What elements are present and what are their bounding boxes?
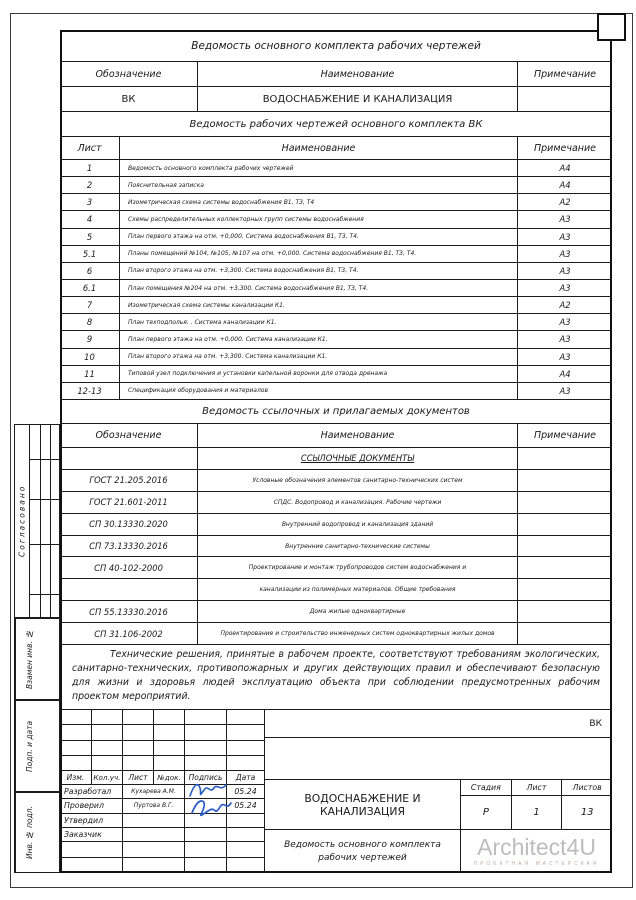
main-set-name: ВОДОСНАБЖЕНИЕ И КАНАЛИЗАЦИЯ <box>198 87 518 111</box>
sheet-name: Изометрическая схема системы канализации К1. <box>120 297 518 313</box>
sheet-format: А3 <box>559 385 571 396</box>
sheet-number: 9 <box>60 331 120 347</box>
table-row <box>60 331 612 348</box>
sheet-format: А2 <box>559 197 571 208</box>
divider <box>29 499 59 500</box>
refs-table <box>60 448 612 645</box>
side-inv-no-block <box>14 792 60 873</box>
col-note: Примечание <box>533 142 597 154</box>
table-row <box>60 858 265 873</box>
doc-designation: ВК <box>589 718 602 729</box>
sheet-number: 6.1 <box>60 280 120 296</box>
doc-subtitle-line1: Ведомость основного комплекта <box>284 840 441 851</box>
sheet-name: Изометрическая схема системы водоснабжения В1, Т3, Т4 <box>120 194 518 210</box>
date-cell: 05.24 <box>227 785 265 798</box>
side-label-approved: Согласовано <box>17 484 27 558</box>
doc-title-row <box>265 780 612 830</box>
divider <box>50 425 51 617</box>
role-label: Заказчик <box>60 828 123 841</box>
sheet-number: 10 <box>60 349 120 365</box>
table-row <box>60 579 612 601</box>
main-register-title: Ведомость основного комплекта рабочих чертежей <box>60 30 612 62</box>
table-row <box>60 263 612 280</box>
ref-code <box>60 448 198 469</box>
ref-name: Условные обозначения элементов санитарно-технических систем <box>198 470 518 491</box>
table-row <box>60 211 612 228</box>
ref-note <box>518 492 612 513</box>
table-row <box>60 785 265 799</box>
col-note: Примечание <box>533 430 597 441</box>
col-name: Наименование <box>198 62 518 86</box>
ref-code: СП 30.13330.2020 <box>60 514 198 535</box>
logo-tagline: ПРОЕКТНАЯ МАСТЕРСКАЯ <box>473 861 600 867</box>
role-label: Утвердил <box>60 814 123 827</box>
table-row <box>60 842 265 858</box>
table-row <box>60 557 612 579</box>
table-row <box>60 536 612 558</box>
sheets-table <box>60 160 612 400</box>
table-row <box>60 297 612 314</box>
col-name: Наименование <box>120 137 518 159</box>
table-row <box>60 725 265 740</box>
main-set-header-row <box>60 62 612 87</box>
table-row <box>60 756 265 771</box>
person-name <box>123 828 185 841</box>
doc-subtitle-line2: рабочих чертежей <box>318 852 407 863</box>
sheet-name: Планы помещений №104, №105, №107 на отм. +0,000. Система водоснабжения В1, Т3, Т4. <box>120 246 518 262</box>
sheet-name: План помещения №204 на отм. +3,300. Система водоснабжения В1, Т3, Т4. <box>120 280 518 296</box>
sheet-number: 3 <box>60 194 120 210</box>
refs-subheader: ССЫЛОЧНЫЕ ДОКУМЕНТЫ <box>198 448 518 469</box>
col-ndok: №док. <box>154 771 185 784</box>
table-row <box>60 623 612 645</box>
role-label: Проверил <box>60 799 123 812</box>
col-note: Примечание <box>533 68 597 80</box>
sheet-number: 6 <box>60 263 120 279</box>
side-label-replace-inv: Взамен инв. № <box>15 619 43 699</box>
corner-box <box>597 13 626 41</box>
table-row <box>60 799 265 813</box>
revision-empty-rows <box>60 710 265 771</box>
col-sheet: Лист <box>60 137 120 159</box>
table-row <box>60 741 265 756</box>
sheet-format: А3 <box>559 283 571 294</box>
ref-note <box>518 601 612 622</box>
sheet-format: А3 <box>559 334 571 345</box>
ref-code: СП 40-102-2000 <box>60 557 198 578</box>
divider <box>40 425 41 617</box>
sheet-number: 11 <box>60 366 120 382</box>
ref-register-title: Ведомость ссылочных и прилагаемых документов <box>60 400 612 424</box>
divider <box>29 544 59 545</box>
person-name: Кухарева А.М. <box>123 785 185 798</box>
sheet-format: А4 <box>559 163 571 174</box>
col-designation: Обозначение <box>60 62 198 86</box>
ref-note <box>518 579 612 600</box>
sheet-number: 4 <box>60 211 120 227</box>
refs-header-row <box>60 424 612 448</box>
sheets-value: 13 <box>580 807 594 818</box>
side-replace-inv-block <box>14 618 60 700</box>
sheet-number: 5.1 <box>60 246 120 262</box>
ref-code: СП 73.13330.2016 <box>60 536 198 557</box>
sheet-name: План техподполья. . Система канализации К1. <box>120 314 518 330</box>
designation-row <box>265 710 612 738</box>
signature-cell <box>185 828 227 841</box>
ref-code: СП 31.106-2002 <box>60 623 198 644</box>
ref-name: Дома жилые одноквартирные <box>198 601 518 622</box>
ref-code <box>60 579 198 600</box>
sheet-label: Лист <box>512 780 563 795</box>
main-set-row <box>60 87 612 112</box>
sheet-format: А3 <box>559 265 571 276</box>
sheet-format: А4 <box>559 180 571 191</box>
stage-label: Стадия <box>461 780 512 795</box>
ref-name: Проектирование и монтаж трубопроводов систем водоснабжения и <box>198 557 518 578</box>
ref-name: СПДС. Водопровод и канализация. Рабочие чертежи <box>198 492 518 513</box>
ref-note <box>518 514 612 535</box>
table-row <box>60 349 612 366</box>
doc-title: ВОДОСНАБЖЕНИЕ И КАНАЛИЗАЦИЯ <box>265 780 461 829</box>
table-row <box>60 383 612 400</box>
stage-value: Р <box>461 796 512 829</box>
sheet-name: Пояснительная записка <box>120 177 518 193</box>
sheet-format: А3 <box>559 214 571 225</box>
ref-note <box>518 536 612 557</box>
ref-code: ГОСТ 21.205.2016 <box>60 470 198 491</box>
person-name: Пуртова В.Г. <box>123 799 185 812</box>
col-designation: Обозначение <box>60 424 198 447</box>
table-row <box>60 177 612 194</box>
table-row <box>60 470 612 492</box>
sheet-name: План первого этажа на отм. +0,000. Система водоснабжения В1, Т3, Т4. <box>120 229 518 245</box>
doc-subtitle <box>265 830 461 873</box>
table-row <box>60 601 612 623</box>
sheet-number: 12-13 <box>60 383 120 399</box>
date-cell <box>227 828 265 841</box>
sheet-format: А3 <box>559 317 571 328</box>
stage-grid <box>461 780 612 829</box>
divider <box>29 459 59 460</box>
signature-rows <box>60 785 265 842</box>
company-logo <box>461 830 612 873</box>
technical-notes: Технические решения, принятые в рабочем проекте, соответствуют требованиям экологических, санитарно-технических, противопожарных и других действующих правил и обеспечивают безопасную для жизни и здоровья людей эксплуатацию объекта при соблюдении предусмотренных рабочим проектом мероприятий. <box>60 645 612 710</box>
main-set-designation: ВК <box>60 87 198 111</box>
subtitle-row <box>265 830 612 873</box>
ref-name: Проектирование и строительство инженерных систем одноквартирных жилых домов <box>198 623 518 644</box>
ref-code: ГОСТ 21.601-2011 <box>60 492 198 513</box>
main-set-note <box>518 87 612 111</box>
sheets-header-row <box>60 137 612 160</box>
sheet-format: А2 <box>559 300 571 311</box>
divider <box>29 425 30 617</box>
sheet-number: 8 <box>60 314 120 330</box>
stamp-bottom-empty-rows <box>60 842 265 873</box>
sheet-format: А3 <box>559 231 571 242</box>
side-sign-date-block <box>14 700 60 792</box>
ref-code: СП 55.13330.2016 <box>60 601 198 622</box>
table-row <box>60 492 612 514</box>
sheet-format: А3 <box>559 351 571 362</box>
sheet-name: Типовой узел подключения и установки капельной воронки для отвода дренажа <box>120 366 518 382</box>
sheet-name: План первого этажа на отм. +0,000. Система канализации К1. <box>120 331 518 347</box>
table-row <box>60 814 265 828</box>
sheet-number: 2 <box>60 177 120 193</box>
divider <box>29 594 59 595</box>
ref-name: Внутренний водопровод и канализация зданий <box>198 514 518 535</box>
sheet-name: План второго этажа на отм. +3,300. Система водоснабжения В1, Т3, Т4. <box>120 263 518 279</box>
sheets-label: Листов <box>572 783 602 792</box>
col-koluch: Кол.уч. <box>92 771 123 784</box>
table-row <box>60 828 265 842</box>
col-data: Дата <box>227 771 265 784</box>
table-row <box>60 710 265 725</box>
ref-note <box>518 557 612 578</box>
ref-note <box>518 623 612 644</box>
ref-name: Внутренние санитарно-технические системы <box>198 536 518 557</box>
table-row <box>60 246 612 263</box>
side-approval-block <box>14 424 60 618</box>
person-name <box>123 814 185 827</box>
sheet-number: 7 <box>60 297 120 313</box>
table-row <box>60 314 612 331</box>
table-row <box>60 514 612 536</box>
sheet-number: 1 <box>60 160 120 176</box>
sheet-register-title: Ведомость рабочих чертежей основного комплекта ВК <box>60 112 612 137</box>
sheet-format: А3 <box>559 248 571 259</box>
sheet-number: 5 <box>60 229 120 245</box>
col-izm: Изм. <box>60 771 92 784</box>
col-list: Лист <box>123 771 154 784</box>
table-row <box>60 366 612 383</box>
sheet-name: План второго этажа на отм. +3,300. Система канализации К1. <box>120 349 518 365</box>
ref-note <box>518 448 612 469</box>
col-podpis: Подпись <box>185 771 227 784</box>
signature-proveril <box>188 793 234 821</box>
ref-note <box>518 470 612 491</box>
table-row <box>60 280 612 297</box>
table-row <box>60 160 612 177</box>
sheet-value: 1 <box>512 796 563 829</box>
side-label-inv-no: Инв. № подл. <box>15 793 43 872</box>
role-label: Разработал <box>60 785 123 798</box>
revision-header-row <box>60 771 265 785</box>
table-row <box>60 448 612 470</box>
col-name: Наименование <box>198 424 518 447</box>
table-row <box>60 229 612 246</box>
sheet-name: Спецификация оборудования и материалов <box>120 383 518 399</box>
sheet-name: Ведомость основного комплекта рабочих чертежей <box>120 160 518 176</box>
designation-empty-cell <box>265 738 612 780</box>
table-row <box>60 194 612 211</box>
ref-name: канализации из полимерных материалов. Общие требования <box>198 579 518 600</box>
side-label-sign-date: Подп. и дата <box>15 701 43 791</box>
logo-text: Architect4U <box>477 834 596 860</box>
sheet-name: Схемы распределительных коллекторных групп системы водоснабжения <box>120 211 518 227</box>
sheet-format: А4 <box>559 368 571 379</box>
date-cell: 05.24 <box>227 799 265 812</box>
